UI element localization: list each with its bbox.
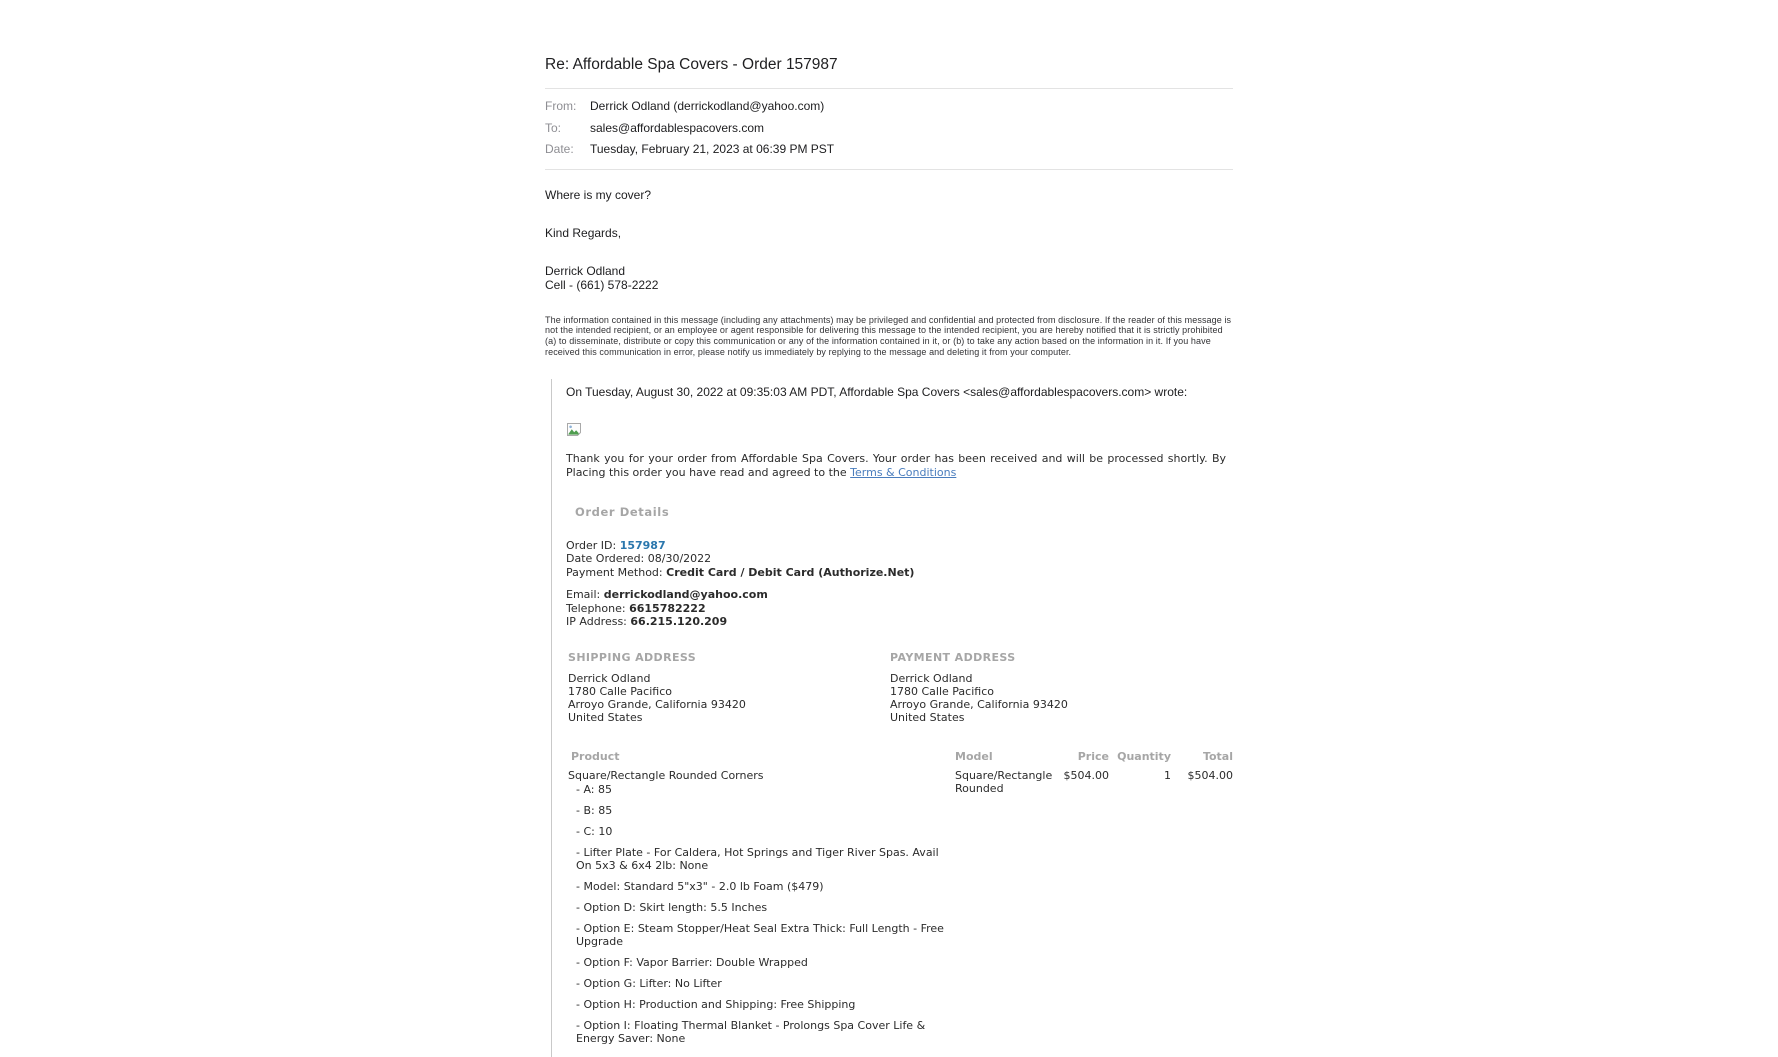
order-details-heading: Order Details (575, 504, 670, 519)
product-cell (566, 769, 955, 1045)
email-view (545, 0, 1233, 1057)
order-id-row (566, 539, 1233, 553)
product-option: - Model: Standard 5"x3" - 2.0 lb Foam ($479) (576, 879, 824, 893)
quote-attribution: On Tuesday, August 30, 2022 at 09:35:03 AM PDT, Affordable Spa Covers <sales@affordablespacovers.com> wrote: (566, 384, 1188, 399)
broken-image-placeholder (566, 422, 1233, 438)
body-line: Kind Regards, (545, 225, 622, 240)
payment-address-heading: PAYMENT ADDRESS (890, 650, 1016, 664)
email-label: Email: (566, 588, 604, 602)
payment-method-label: Payment Method: (566, 565, 667, 579)
model-cell: Square/Rectangle Rounded (955, 768, 1053, 795)
price-column-header: Price (1077, 749, 1109, 763)
ip-address-value: 66.215.120.209 (630, 615, 728, 629)
contact-info-block (566, 588, 1233, 629)
signature-name: Derrick Odland (545, 263, 626, 278)
email-subject: Re: Affordable Spa Covers - Order 157987 (545, 56, 838, 73)
quantity-column-header: Quantity (1117, 749, 1171, 763)
product-option: - A: 85 (576, 782, 612, 796)
email-row (566, 588, 1233, 602)
address-line: Derrick Odland (568, 671, 651, 685)
shipping-address-column (566, 651, 888, 724)
quantity-cell: 1 (1164, 768, 1171, 782)
total-cell: $504.00 (1187, 768, 1233, 782)
confidentiality-disclaimer: The information contained in this message (including any attachments) may be privileged and confidential and protected from disclosure. If the reader of this message is not the intended recipient, or an employee or agent responsible for delivering this message to the intended recipient, you are hereby notified that it is strictly prohibited (a) to disseminate, distribute or copy this communication or any of the information contained in it, or (b) to take any action based on the information in it. If you have received this communication in error, please notify us immediately by replying to the message and deleting it from your computer. (545, 314, 1232, 357)
date-ordered-label: Date Ordered: (566, 552, 648, 566)
intro-text: Thank you for your order from Affordable Spa Covers. Your order has been received and will be processed shortly. By Placing this order you have read and agreed to the (566, 451, 1226, 480)
date-value: Tuesday, February 21, 2023 at 06:39 PM PST (590, 142, 835, 156)
product-option: - C: 10 (576, 824, 613, 838)
date-ordered-row (566, 552, 1233, 566)
total-column-header: Total (1202, 749, 1233, 763)
order-id-value: 157987 (619, 538, 666, 552)
addresses-section (566, 651, 1233, 724)
broken-image-icon (566, 422, 582, 438)
product-option: - Option H: Production and Shipping: Free Shipping (576, 997, 856, 1011)
email-header-block (545, 89, 1233, 169)
payment-method-row (566, 566, 1233, 580)
product-option: - Lifter Plate - For Caldera, Hot Springs and Tiger River Spas. Avail On 5x3 & 6x4 2lb: None (576, 845, 939, 872)
shipping-address-heading: SHIPPING ADDRESS (568, 650, 697, 664)
order-info-block (566, 539, 1233, 580)
order-table-header-row (566, 750, 1233, 763)
to-value: sales@affordablespacovers.com (590, 120, 765, 135)
price-cell: $504.00 (1063, 768, 1109, 782)
address-line: United States (568, 710, 643, 724)
order-items-table (566, 750, 1233, 1045)
address-line: Arroyo Grande, California 93420 (890, 697, 1068, 711)
address-line: Arroyo Grande, California 93420 (568, 697, 746, 711)
header-from-row (545, 96, 1233, 118)
telephone-value: 6615782222 (629, 601, 706, 615)
divider (545, 169, 1233, 170)
quoted-email (551, 379, 1233, 1057)
ip-address-row (566, 615, 1233, 629)
product-option: - Option D: Skirt length: 5.5 Inches (576, 900, 768, 914)
address-line: 1780 Calle Pacifico (890, 684, 994, 698)
terms-and-conditions-link[interactable]: Terms & Conditions (850, 466, 957, 480)
product-option: - Option I: Floating Thermal Blanket - Prolongs Spa Cover Life & Energy Saver: None (576, 1018, 926, 1045)
address-line: Derrick Odland (890, 671, 973, 685)
email-value: derrickodland@yahoo.com (603, 588, 768, 602)
header-date-row (545, 139, 1233, 161)
product-option: - Option G: Lifter: No Lifter (576, 976, 722, 990)
from-value: Derrick Odland (derrickodland@yahoo.com) (590, 99, 825, 113)
payment-address-lines (888, 672, 1210, 724)
payment-method-value: Credit Card / Debit Card (Authorize.Net) (666, 565, 915, 579)
date-ordered-value: 08/30/2022 (647, 552, 712, 566)
product-option: - B: 85 (576, 803, 613, 817)
header-to-row (545, 118, 1233, 140)
telephone-label: Telephone: (566, 601, 630, 615)
email-body (545, 188, 1233, 293)
to-label: To: (545, 120, 562, 135)
product-option: - Option E: Steam Stopper/Heat Seal Extra Thick: Full Length - Free Upgrade (576, 921, 944, 948)
telephone-row (566, 602, 1233, 616)
payment-address-column (888, 651, 1210, 724)
signature-block (545, 264, 1233, 293)
product-option: - Option F: Vapor Barrier: Double Wrapped (576, 955, 808, 969)
signature-phone: Cell - (661) 578-2222 (545, 278, 659, 292)
order-confirmation-intro (566, 452, 1226, 481)
product-options-list (568, 783, 955, 1045)
ip-address-label: IP Address: (566, 615, 631, 629)
address-line: 1780 Calle Pacifico (568, 684, 672, 698)
order-item-row (566, 769, 1233, 1045)
from-label: From: (545, 99, 577, 113)
product-name: Square/Rectangle Rounded Corners (568, 768, 764, 782)
address-line: United States (890, 710, 965, 724)
order-id-label: Order ID: (566, 538, 620, 552)
date-label: Date: (545, 142, 574, 156)
model-column-header: Model (955, 749, 993, 763)
product-column-header: Product (571, 749, 620, 763)
body-line: Where is my cover? (545, 187, 652, 202)
shipping-address-lines (566, 672, 888, 724)
